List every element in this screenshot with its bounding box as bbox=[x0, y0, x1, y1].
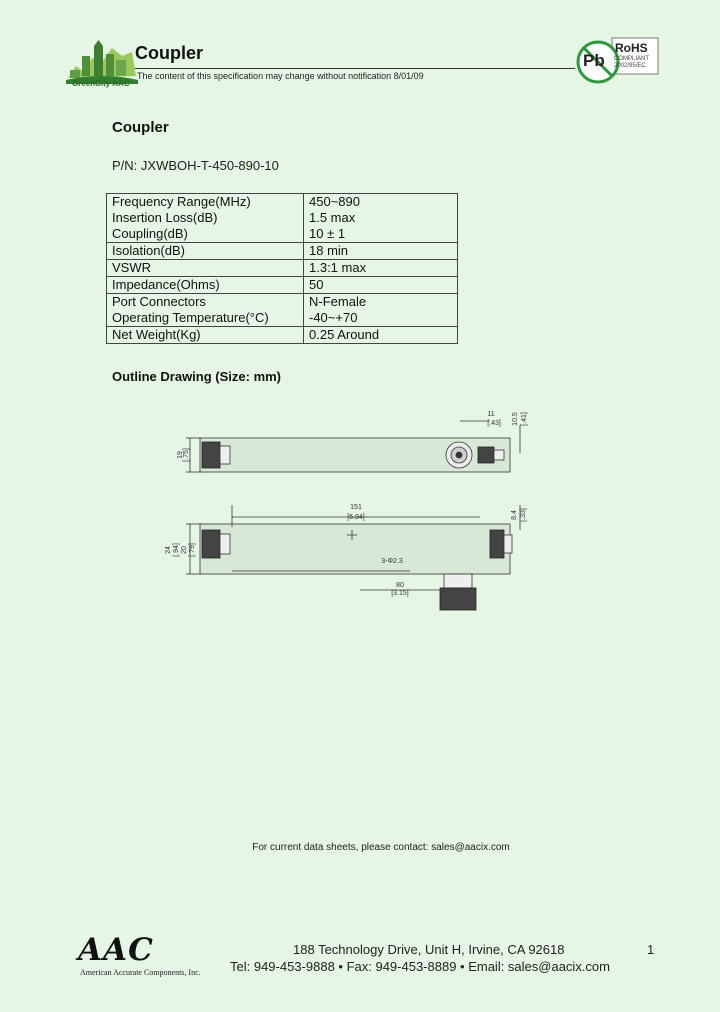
aac-logo: AAC bbox=[78, 932, 154, 968]
dim-24-in: [.94] bbox=[173, 543, 180, 557]
spec-value: 450~890 bbox=[304, 194, 458, 211]
company-name: American Accurate Components, Inc. bbox=[80, 968, 201, 977]
table-row bbox=[107, 294, 458, 311]
dim-24: 24 bbox=[165, 546, 172, 554]
spec-label: Port Connectors bbox=[107, 294, 304, 311]
spec-value: N-Female bbox=[304, 294, 458, 311]
spec-label: Coupling(dB) bbox=[107, 226, 304, 243]
spec-label: Operating Temperature(°C) bbox=[107, 310, 304, 327]
table-row bbox=[107, 194, 458, 211]
dim-19: 19 bbox=[177, 451, 184, 459]
dim-105: 10.5 bbox=[512, 412, 519, 426]
spec-label: VSWR bbox=[107, 260, 304, 277]
spec-value: 0.25 Around bbox=[304, 327, 458, 344]
spec-label: Frequency Range(MHz) bbox=[107, 194, 304, 211]
dim-19-in: [.75] bbox=[183, 448, 190, 462]
table-row bbox=[107, 327, 458, 344]
bottom-port-connector bbox=[444, 574, 472, 588]
outline-title: Outline Drawing (Size: mm) bbox=[112, 369, 282, 384]
dim-80-in: [3.15] bbox=[391, 590, 409, 597]
dim-hole: 3-Φ2.3 bbox=[381, 558, 403, 565]
spec-label: Insertion Loss(dB) bbox=[107, 210, 304, 226]
dim-11: 11 bbox=[487, 411, 495, 418]
table-row bbox=[107, 243, 458, 260]
table-row bbox=[107, 260, 458, 277]
spec-label: Net Weight(Kg) bbox=[107, 327, 304, 344]
spec-value: 18 min bbox=[304, 243, 458, 260]
phone-line: Tel: 949-453-9888 • Fax: 949-453-8889 • Email: sales@aacix.com bbox=[230, 959, 610, 974]
spec-label: Isolation(dB) bbox=[107, 243, 304, 260]
side-view-body bbox=[200, 524, 510, 574]
contact-line: For current data sheets, please contact: sales@aacix.com bbox=[252, 842, 510, 853]
spec-label: Impedance(Ohms) bbox=[107, 277, 304, 294]
header-title: Coupler bbox=[135, 43, 204, 63]
spec-value: 1.5 max bbox=[304, 210, 458, 226]
spec-value: 50 bbox=[304, 277, 458, 294]
part-number: P/N: JXWBOH-T-450-890-10 bbox=[112, 158, 279, 173]
table-row bbox=[107, 226, 458, 243]
side-left-connector bbox=[202, 530, 220, 558]
address: 188 Technology Drive, Unit H, Irvine, CA 92618 bbox=[293, 942, 565, 957]
dim-11-in: [.43] bbox=[487, 420, 501, 427]
header-notice: The content of this specification may change without notification 8/01/09 bbox=[137, 71, 424, 81]
dim-151-in: [5.94] bbox=[347, 514, 365, 521]
table-row bbox=[107, 210, 458, 226]
spec-value: 10 ± 1 bbox=[304, 226, 458, 243]
side-right-connector bbox=[490, 530, 504, 558]
dim-20: 20 bbox=[181, 546, 188, 554]
spec-value: 1.3:1 max bbox=[304, 260, 458, 277]
dim-105-in: [.41] bbox=[521, 412, 528, 426]
spec-table bbox=[106, 193, 458, 344]
pb-free-icon: Pb bbox=[583, 51, 605, 70]
dim-84: 8.4 bbox=[511, 510, 518, 520]
top-right-connector bbox=[478, 447, 494, 463]
page-number: 1 bbox=[647, 942, 655, 957]
table-row bbox=[107, 310, 458, 327]
spec-value: -40~+70 bbox=[304, 310, 458, 327]
dim-151: 151 bbox=[350, 504, 362, 511]
dim-84-in: [.33] bbox=[520, 508, 527, 522]
top-left-connector bbox=[202, 442, 220, 468]
rohs-label: RoHS bbox=[615, 41, 648, 55]
outline-drawing bbox=[160, 405, 540, 615]
dim-80: 80 bbox=[396, 582, 404, 589]
header-rule bbox=[135, 68, 575, 69]
rohs-sub: COMPLIANT 2002/95/EC bbox=[614, 56, 650, 69]
dim-20-in: [.79] bbox=[189, 543, 196, 557]
table-row bbox=[107, 277, 458, 294]
greencity-text: GreenCity AAC bbox=[72, 79, 130, 88]
section-title: Coupler bbox=[112, 119, 169, 136]
